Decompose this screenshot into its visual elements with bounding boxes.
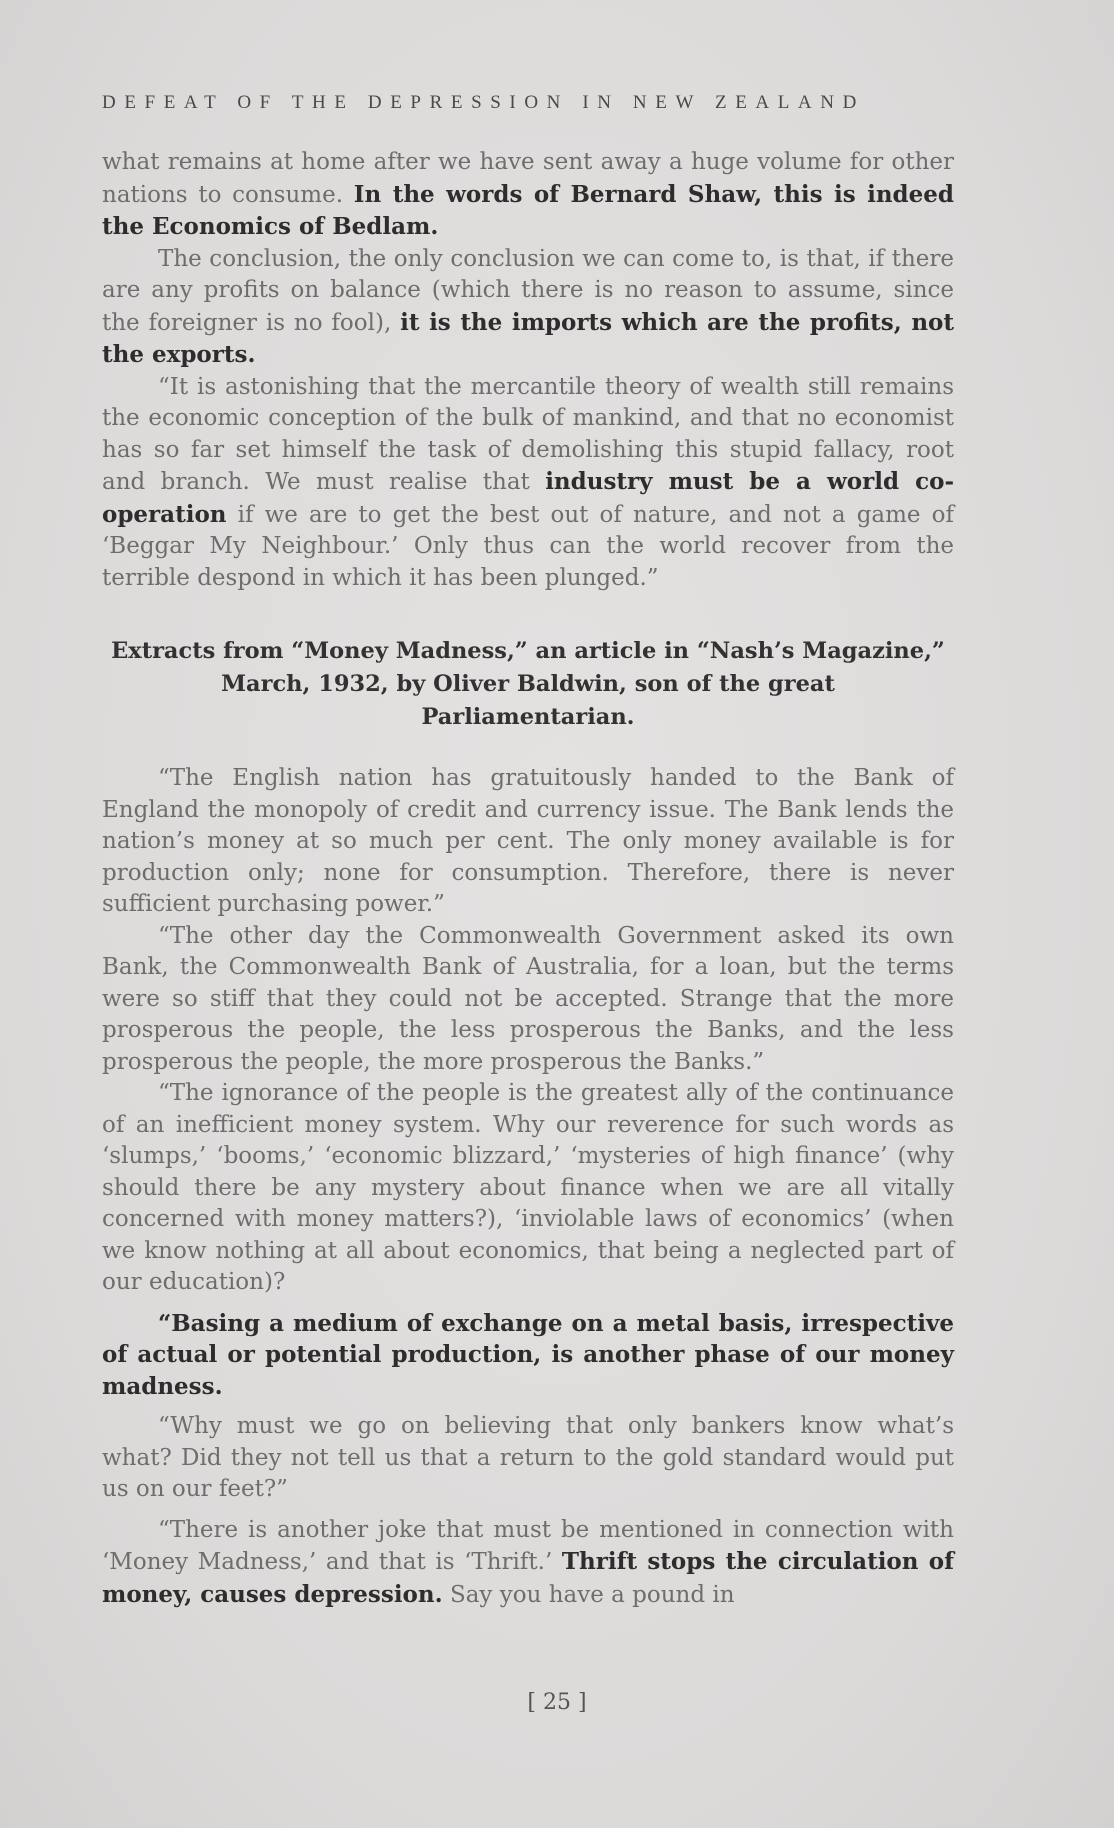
paragraph-text: The conclusion, the only conclusion we can come to, is that, if there are any profits on balance (which there is no reason to assume, since the foreigner is no fool), (102, 245, 954, 336)
heading-line: March, 1932, by Oliver Baldwin, son of the great (221, 671, 835, 697)
extract-paragraph: “The other day the Commonwealth Government asked its own Bank, the Commonwealth Bank of Australia, for a loan, but the terms were so stiff that they could not be accepted. Strange that the more prosperous the people, the less prosperous the Banks, and the less prosperous the people, the more prosperous the Banks.” (102, 922, 954, 1075)
extract-paragraph: “Why must we go on believing that only bankers know what’s what? Did they not tell us that a return to the gold standard would put us on our feet?” (102, 1413, 954, 1502)
running-head: DEFEAT OF THE DEPRESSION IN NEW ZEALAND (102, 92, 865, 113)
bold-emphasis: Thrift stops the circulation of money, causes depression. (102, 1548, 954, 1608)
bold-emphasis: industry must be a world co-operation (102, 468, 955, 528)
heading-line: Extracts from “Money Madness,” an article in “Nash’s Magazine,” (111, 638, 945, 664)
page-body (102, 147, 954, 1611)
section-heading (102, 635, 954, 734)
extract-paragraph-thrift (102, 1515, 954, 1612)
paragraph-text: Say you have a pound in (449, 1581, 735, 1608)
paragraph-quote-mercantile (102, 372, 954, 595)
extract-paragraph: “The ignorance of the people is the greatest ally of the continuance of an inefficient money system. Why our reverence for such words as ‘slumps,’ ‘booms,’ ‘economic blizzard,’ ‘mysteries of high finance’ (why should there be any mystery about finance when we are all vitally concerned with money matters?), ‘inviolable laws of economics’ (when we know nothing at all about economics, that being a neglected part of our education)? (102, 1080, 954, 1295)
paragraph-text: what remains at home after we have sent away a huge volume for other nations to consume. (102, 149, 954, 208)
paragraph-text: “There is another joke that must be mentioned in connection with ‘Money Madness,’ and that is ‘Thrift.’ (102, 1516, 954, 1575)
heading-line: Parliamentarian. (421, 704, 635, 730)
bold-emphasis: In the words of Bernard Shaw, this is indeed the Economics of Bedlam. (102, 180, 954, 240)
extract-paragraph: “The English nation has gratuitously handed to the Bank of England the monopoly of credit and currency issue. The Bank lends the nation’s money at so much per cent. The only money available is for production only; none for consumption. Therefore, there is never sufficient purchasing power.” (102, 765, 954, 917)
extract-paragraph-bold: “Basing a medium of exchange on a metal basis, irrespective of actual or potential production, is another phase of our money madness. (102, 1309, 954, 1400)
paragraph-continuation (102, 147, 954, 244)
bold-emphasis: it is the imports which are the profits, not the exports. (102, 308, 955, 368)
page-number: [ 25 ] (527, 1690, 587, 1715)
paragraph-text: “It is astonishing that the mercantile theory of wealth still remains the economic conception of the bulk of mankind, and that no economist has so far set himself the task of demolishing this stupid fallacy, root and branch. We must realise that (102, 373, 954, 495)
paragraph-text: if we are to get the best out of nature, and not a game of ‘Beggar My Neighbour.’ Only thus can the world recover from the terrible despond in which it has been plunged.” (102, 501, 955, 591)
paragraph-conclusion (102, 244, 954, 372)
